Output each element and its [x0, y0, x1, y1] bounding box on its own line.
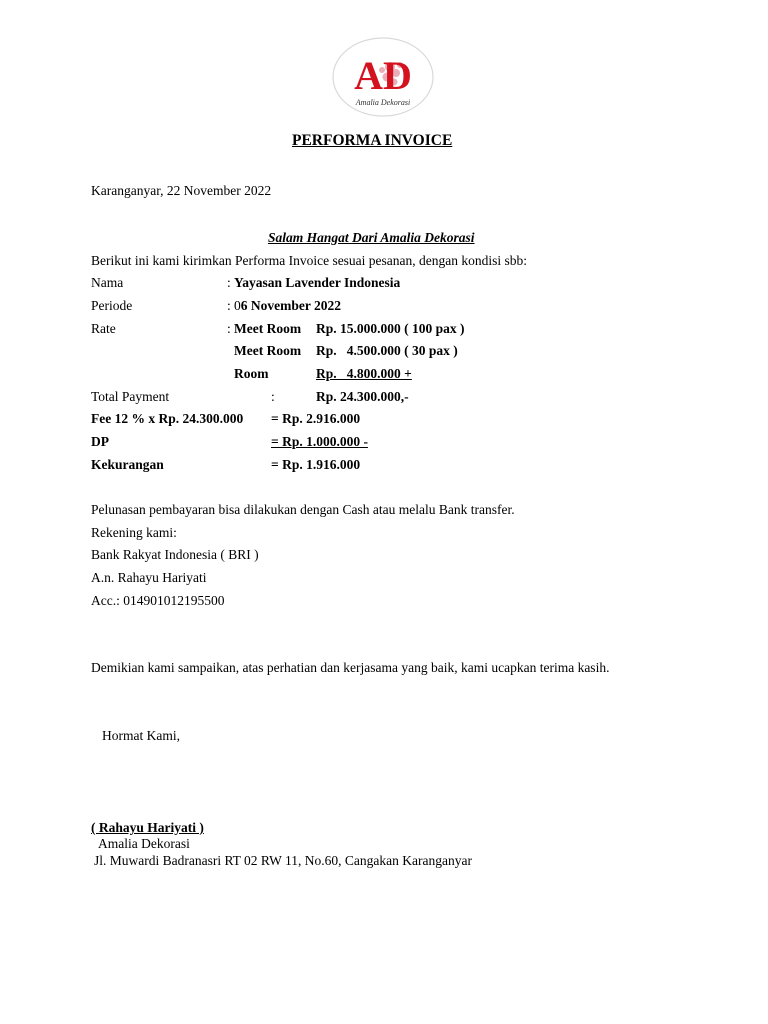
nama-colon: :	[227, 275, 231, 290]
account-label: Rekening kami:	[91, 525, 177, 540]
rate-label: Rate	[91, 321, 116, 336]
intro-text: Berikut ini kami kirimkan Performa Invoice sesuai pesanan, dengan kondisi sbb:	[91, 253, 528, 268]
account-number: Acc.: 014901012195500	[91, 593, 225, 608]
rate-item-name: Meet Room	[234, 321, 302, 336]
company-address: Jl. Muwardi Badranasri RT 02 RW 11, No.60, Cangakan Karanganyar	[94, 853, 472, 868]
signatory-name: ( Rahayu Hariyati )	[91, 820, 204, 835]
document-title: PERFORMA INVOICE	[292, 132, 453, 149]
dp-value: = Rp. 1.000.000 -	[271, 434, 368, 449]
periode-label: Periode	[91, 298, 133, 313]
fee-label: Fee 12 % x Rp. 24.300.000	[91, 411, 244, 426]
rate-item-price: Rp. 15.000.000 ( 100 pax )	[316, 321, 465, 336]
kekurangan-value: = Rp. 1.916.000	[271, 457, 361, 472]
nama-value: Yayasan Lavender Indonesia	[234, 275, 401, 290]
periode-colon: :	[227, 298, 231, 313]
rate-item-price: Rp. 4.500.000 ( 30 pax )	[316, 343, 458, 358]
company-name: Amalia Dekorasi	[98, 836, 190, 851]
closing-text: Demikian kami sampaikan, atas perhatian dan kerjasama yang baik, kami ucapkan terima kasih.	[91, 660, 610, 675]
logo-initials: AD	[354, 53, 412, 98]
place-date: Karanganyar, 22 November 2022	[91, 183, 272, 198]
amalia-dekorasi-logo	[332, 37, 434, 117]
kekurangan-label: Kekurangan	[91, 457, 164, 472]
rate-item-name: Room	[234, 366, 269, 381]
bank-name: Bank Rakyat Indonesia ( BRI )	[91, 547, 259, 562]
dp-label: DP	[91, 434, 109, 449]
nama-label: Nama	[91, 275, 124, 290]
fee-value: = Rp. 2.916.000	[271, 411, 361, 426]
regards-text: Hormat Kami,	[102, 728, 180, 743]
total-colon: :	[271, 389, 275, 404]
logo-script-text: Amalia Dekorasi	[355, 98, 411, 107]
account-holder: A.n. Rahayu Hariyati	[91, 570, 207, 585]
rate-item-name: Meet Room	[234, 343, 302, 358]
total-value: Rp. 24.300.000,-	[316, 389, 409, 404]
rate-colon: :	[227, 321, 231, 336]
rate-item-price: Rp. 4.800.000 +	[316, 366, 412, 381]
greeting: Salam Hangat Dari Amalia Dekorasi	[268, 230, 475, 245]
total-label: Total Payment	[91, 389, 170, 404]
periode-value-main: 6 November 2022	[240, 298, 341, 313]
payment-note: Pelunasan pembayaran bisa dilakukan dengan Cash atau melalu Bank transfer.	[91, 502, 515, 517]
periode-value-prefix: 0	[234, 298, 241, 313]
periode-value	[234, 299, 341, 313]
